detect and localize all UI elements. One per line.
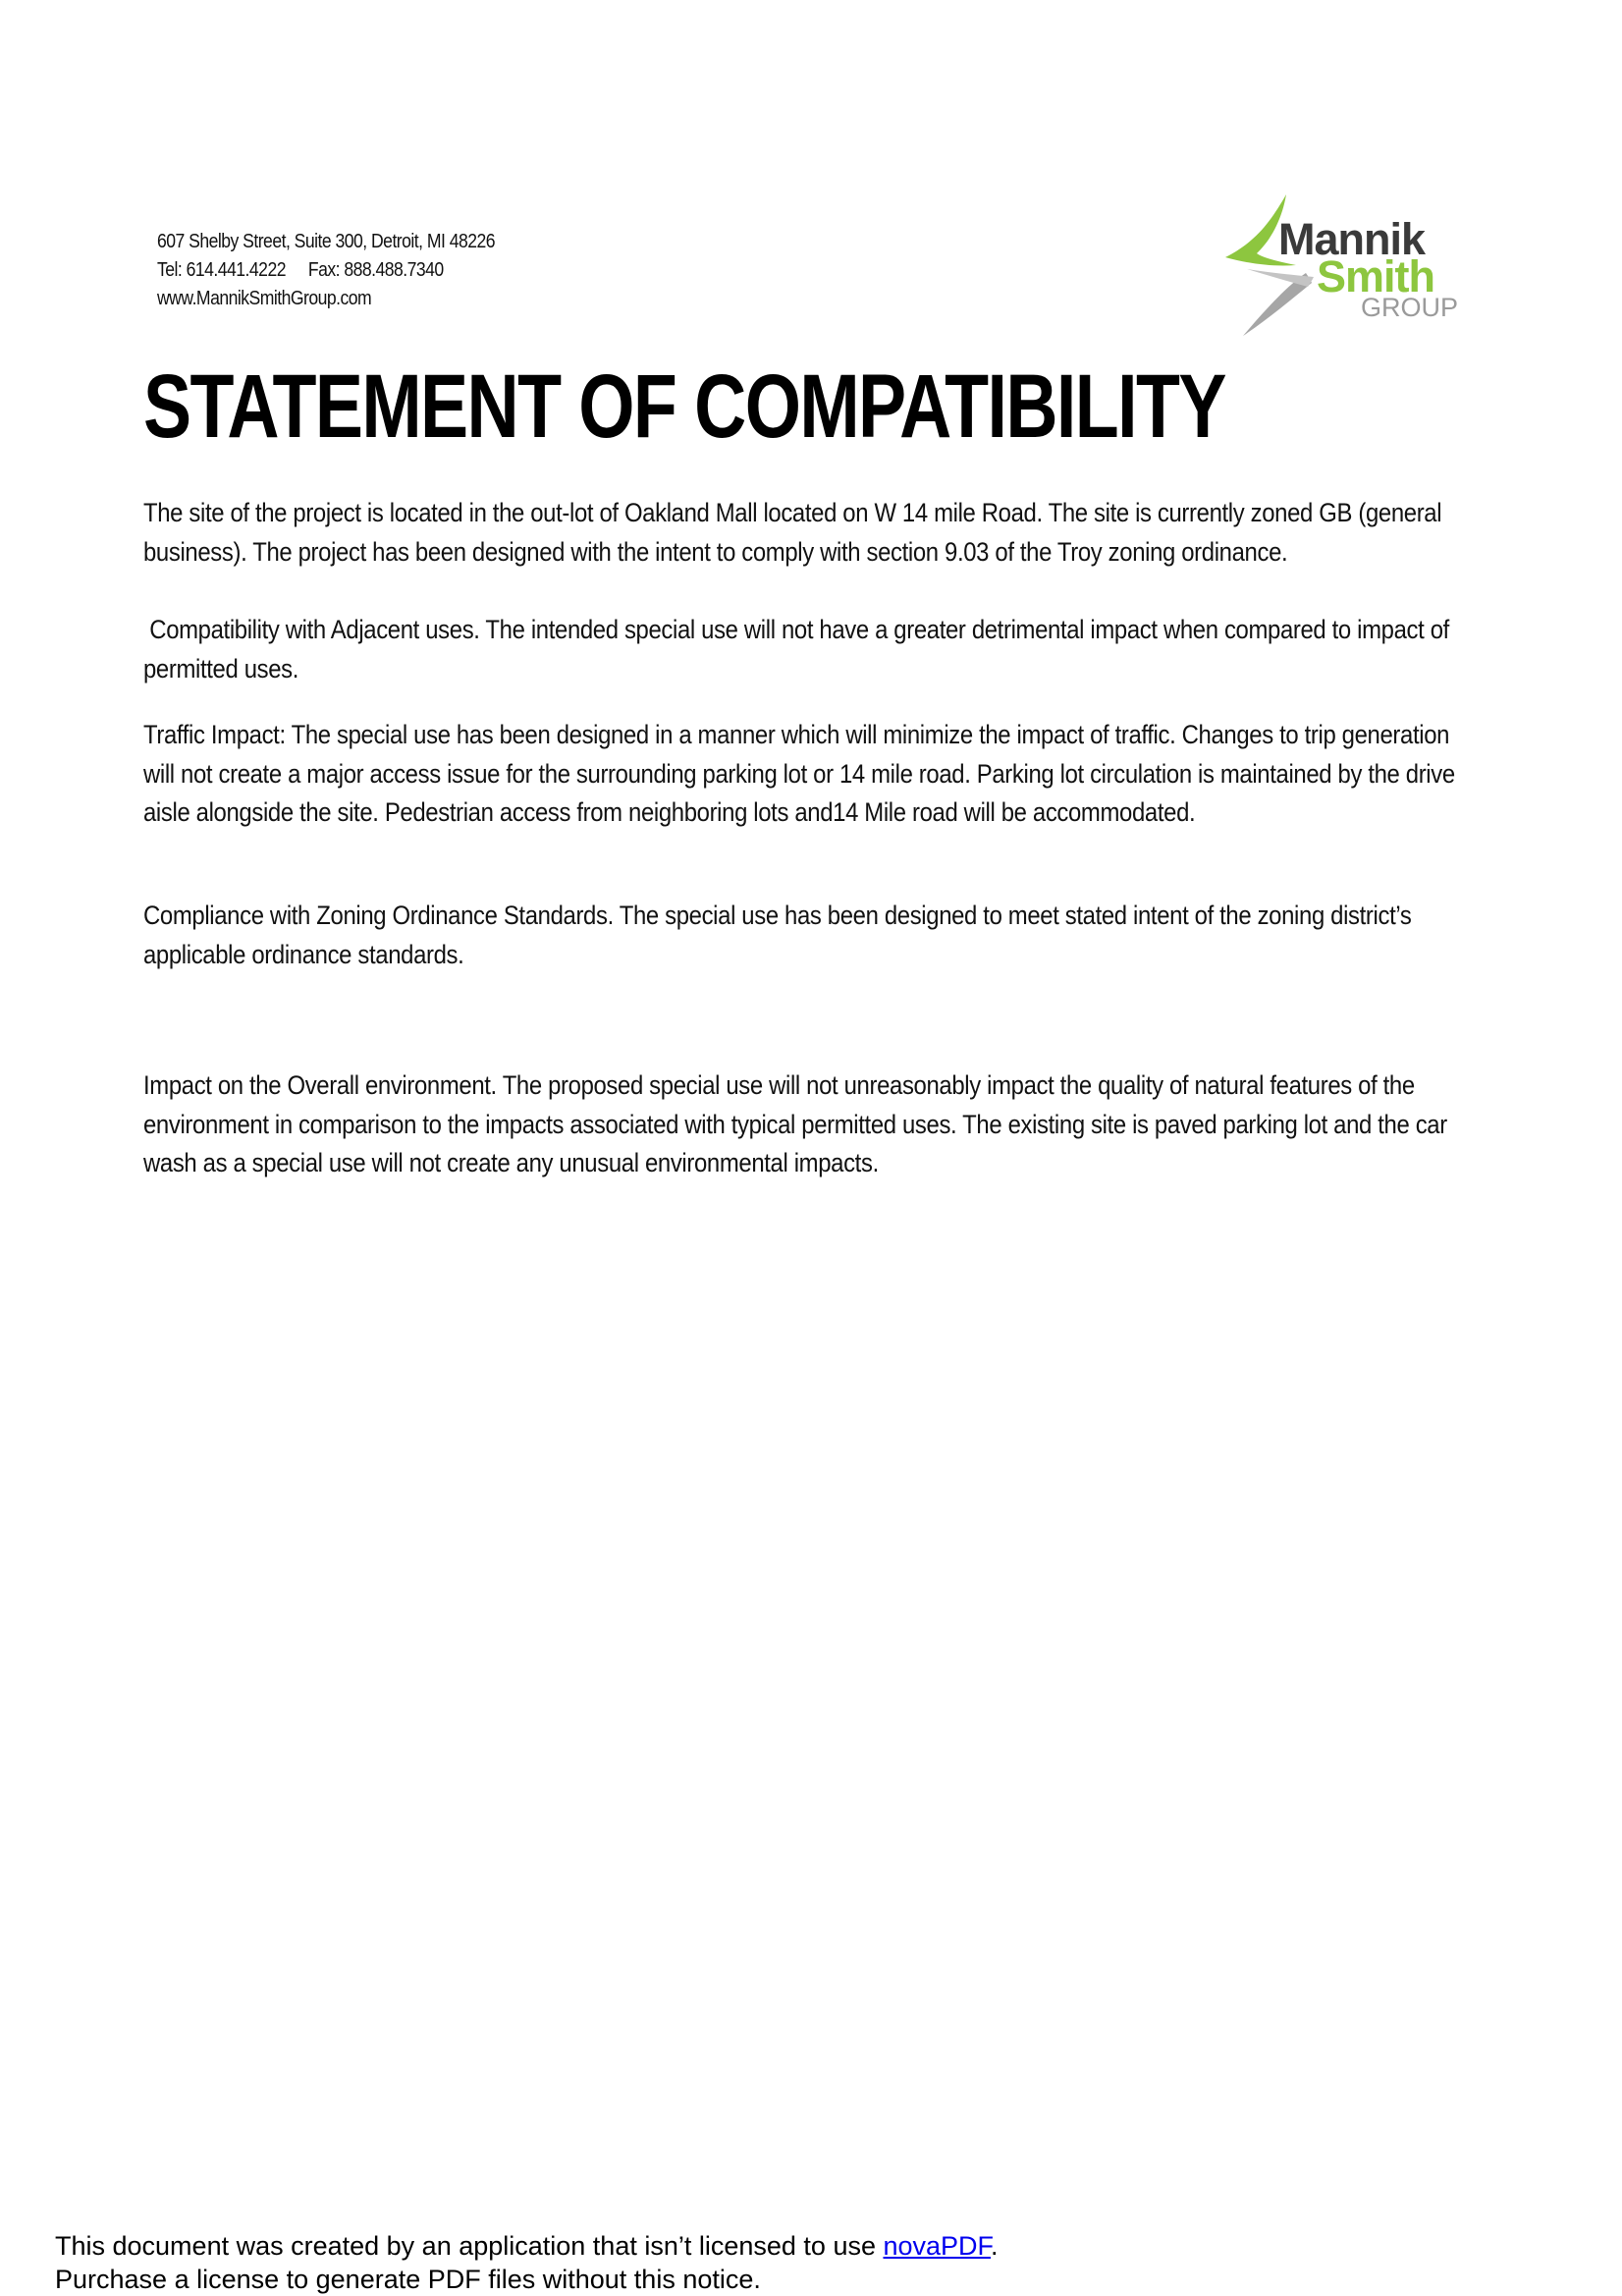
paragraph-adjacent-uses: Compatibility with Adjacent uses. The intended special use will not have a greater detrimental impact when compared to impact of permitted uses. <box>143 615 1456 683</box>
license-notice <box>55 2229 999 2296</box>
notice-line-2: Purchase a license to generate PDF files without this notice. <box>55 2265 761 2294</box>
novapdf-link[interactable]: novaPDF <box>883 2231 992 2261</box>
paragraph-zoning-compliance: Compliance with Zoning Ordinance Standards. The special use has been designed to meet stated intent of the zoning district’s applicable ordinance standards. <box>143 901 1412 969</box>
paragraph-traffic-impact: Traffic Impact: The special use has been designed in a manner which will minimize the impact of traffic. Changes to trip generation will not create a major access issue for the surrounding parking lot or 14 mile road. Parking lot circulation is maintained by the drive aisle alongside the site. Pedestrian access from neighboring lots and14 Mile road will be accommodated. <box>143 720 1455 827</box>
logo-word-mannik: Mannik <box>1278 214 1426 264</box>
logo-word-group: GROUP <box>1361 293 1459 322</box>
document-title: STATEMENT OF COMPATIBILITY <box>143 356 1225 457</box>
street-address: 607 Shelby Street, Suite 300, Detroit, MI 48226 <box>157 231 496 252</box>
company-address-block <box>157 228 495 313</box>
website: www.MannikSmithGroup.com <box>157 288 372 309</box>
notice-prefix: This document was created by an application that isn’t licensed to use <box>55 2231 884 2261</box>
telephone: Tel: 614.441.4222 <box>157 259 286 281</box>
notice-suffix: . <box>991 2231 999 2261</box>
logo-word-smith: Smith <box>1317 251 1435 301</box>
paragraph-environment-impact: Impact on the Overall environment. The proposed special use will not unreasonably impact the quality of natural features of the environment in comparison to the impacts associated with typical permitted uses. The existing site is paved parking lot and the car wash as a special use will not create any unusual environmental impacts. <box>143 1070 1447 1177</box>
contact-numbers <box>157 256 495 285</box>
notice-line-1 <box>55 2229 999 2263</box>
company-logo <box>1217 192 1483 340</box>
paragraph-site-location: The site of the project is located in the out-lot of Oakland Mall located on W 14 mile Road. The site is currently zoned GB (general business). The project has been designed with the intent to comply with section 9.03 of the Troy zoning ordinance. <box>143 498 1442 567</box>
fax: Fax: 888.488.7340 <box>307 259 444 281</box>
